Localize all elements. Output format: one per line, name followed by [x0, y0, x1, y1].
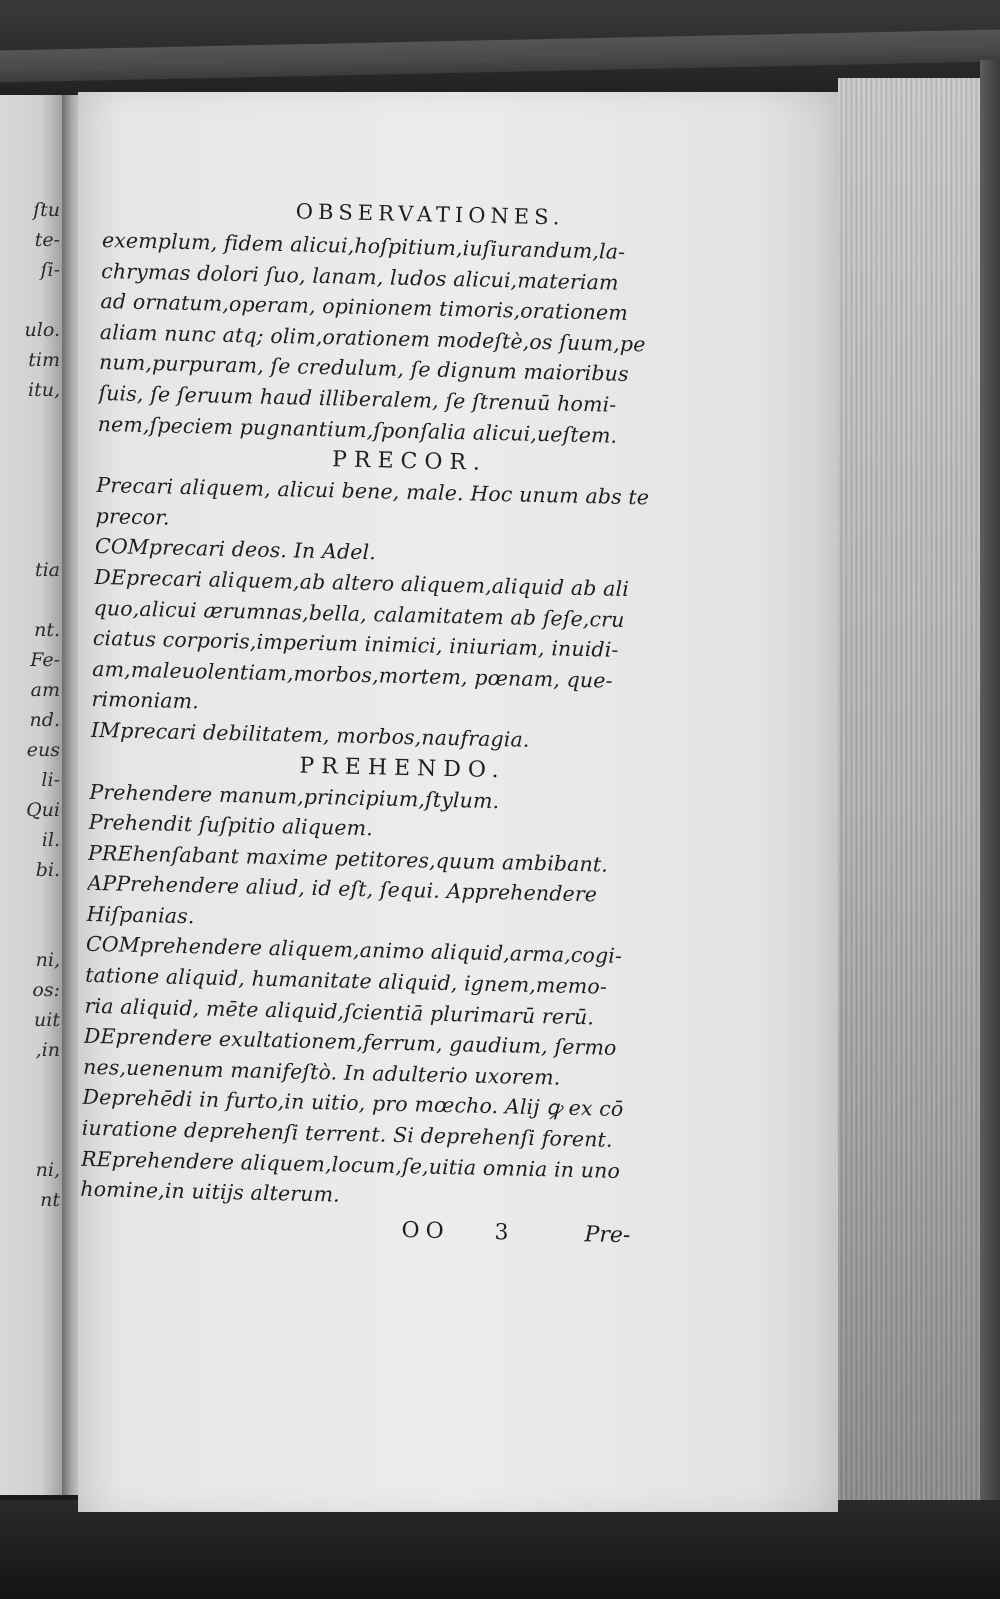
text-line: iuratione deprehenſi terrent. Si deprehenſi forent.	[81, 1115, 613, 1152]
text-line: aliam nunc atq; olim,orationem modeſtè,os ſuum,pe	[99, 319, 646, 357]
text-line: Prehendit ſuſpitio aliquem.	[88, 809, 374, 841]
left-page-fragment	[2, 435, 60, 465]
left-page-fragment: te-	[34, 229, 60, 251]
left-page-fragment	[2, 525, 60, 555]
left-page-fragment: tia	[34, 559, 60, 581]
text-line: REprehendere aliquem,locum,ſe,uitia omnia in uno	[80, 1146, 621, 1183]
left-page-fragment	[2, 495, 60, 525]
text-line: DEprecari aliquem,ab altero aliquem,aliquid ab ali	[94, 564, 630, 601]
bottom-shadow	[0, 1500, 1000, 1599]
text-line: ria aliquid, mēte aliquid,ſcientiā plurimarū rerū.	[84, 993, 595, 1030]
left-page-fragment	[2, 285, 60, 315]
left-page-fragment: ni,	[35, 949, 60, 971]
left-page-fragment: ni,	[35, 1159, 60, 1181]
text-line: am,maleuolentiam,morbos,mortem, pœnam, que-	[91, 656, 613, 693]
text-line: tatione aliquid, humanitate aliquid, ignem,memo-	[85, 962, 608, 999]
text-line: Hiſpanias.	[86, 901, 195, 929]
left-page-fragment: il.	[41, 829, 60, 851]
text-lines	[80, 225, 677, 1218]
left-page-fragment: nt	[40, 1189, 60, 1211]
left-page-fragment: eus	[26, 739, 60, 761]
text-line: nes,uenenum manifeſtò. In adulterio uxorem.	[82, 1054, 561, 1090]
text-line: ad ornatum,operam, opinionem timoris,orationem	[100, 289, 629, 326]
text-line: Deprehēdi in furto,in uitio, pro mœcho. Alij ꝙ ex cō	[82, 1085, 624, 1122]
left-page-fragment: ,in	[35, 1039, 60, 1061]
left-page-fragment	[2, 1125, 60, 1155]
left-page-fragment: am	[30, 679, 60, 701]
text-line: quo,alicui ærumnas,bella, calamitatem ab ſeſe,cru	[93, 595, 625, 632]
left-page-fragment	[2, 915, 60, 945]
left-page-fragment: nt.	[34, 619, 60, 641]
text-line: precor.	[95, 503, 170, 530]
left-page-fragment: ulo.	[24, 319, 60, 341]
left-page-fragment: bi.	[35, 859, 60, 881]
text-line: ciatus corporis,imperium inimici, iniuriam, inuidi-	[92, 626, 619, 662]
running-head: OBSERVATIONES.	[295, 199, 565, 230]
text-line: nem,ſpeciem pugnantium,ſponſalia alicui,ueſtem.	[97, 411, 618, 448]
text-line: DEprendere exultationem,ferrum, gaudium, ſermo	[83, 1024, 617, 1061]
left-page-fragment: li-	[41, 769, 60, 791]
left-page-fragment: uit	[34, 1009, 60, 1031]
left-page-fragment	[2, 465, 60, 495]
section-heading: PREHENDO.	[299, 753, 506, 783]
catchword: Pre-	[584, 1222, 631, 1249]
text-line: COMprecari deos. In Adel.	[94, 534, 377, 565]
left-page-fragment: ſi-	[40, 259, 60, 281]
text-line: ſuis, ſe ſeruum haud illiberalem, ſe ſtrenuū homi-	[98, 380, 617, 417]
text-line: APPrehendere aliud, id eſt, ſequi. Apprehendere	[87, 871, 598, 907]
left-page-fragment	[2, 885, 60, 915]
text-line: rimoniam.	[91, 687, 200, 714]
signature-mark: OO	[401, 1217, 450, 1244]
page-edges-shade	[838, 78, 1000, 1518]
left-page-fragment: itu,	[28, 379, 60, 401]
left-page-fragment: ſtu	[33, 199, 60, 221]
text-line: COMprehendere aliquem,animo aliquid,arma,cogi-	[85, 932, 623, 969]
left-page-fragment: Fe-	[30, 649, 60, 671]
left-page-fragment	[2, 1095, 60, 1125]
left-page-fragment: Qui	[26, 799, 60, 821]
text-line: Prehendere manum,principium,ſtylum.	[89, 779, 500, 813]
text-line: homine,in uitijs alterum.	[80, 1176, 341, 1207]
text-line: exemplum, fidem alicui,hoſpitium,iuſiurandum,la-	[101, 227, 626, 264]
page-text-block	[79, 195, 678, 1258]
left-page-fragment: tim	[28, 349, 60, 371]
book-cover-right	[980, 60, 1000, 1560]
left-page-fragment: os:	[32, 979, 60, 1001]
left-page-fragment	[2, 405, 60, 435]
signature-number: 3	[494, 1219, 509, 1246]
left-page-fragment: nd.	[29, 709, 60, 731]
text-line: IMprecari debilitatem, morbos,naufragia.	[90, 717, 530, 752]
left-page-text-fragments	[2, 195, 60, 1215]
left-page-fragment	[2, 585, 60, 615]
text-line: PREhenſabant maxime petitores,quum ambibant.	[87, 840, 609, 877]
text-line: num,purpuram, ſe credulum, ſe dignum maioribus	[98, 350, 629, 387]
section-heading: PRECOR.	[331, 447, 488, 476]
text-line: Precari aliquem, alicui bene, male. Hoc unum abs te	[96, 473, 650, 510]
text-line: chrymas dolori ſuo, lanam, ludos alicui,materiam	[101, 258, 619, 295]
left-page-fragment	[2, 1065, 60, 1095]
